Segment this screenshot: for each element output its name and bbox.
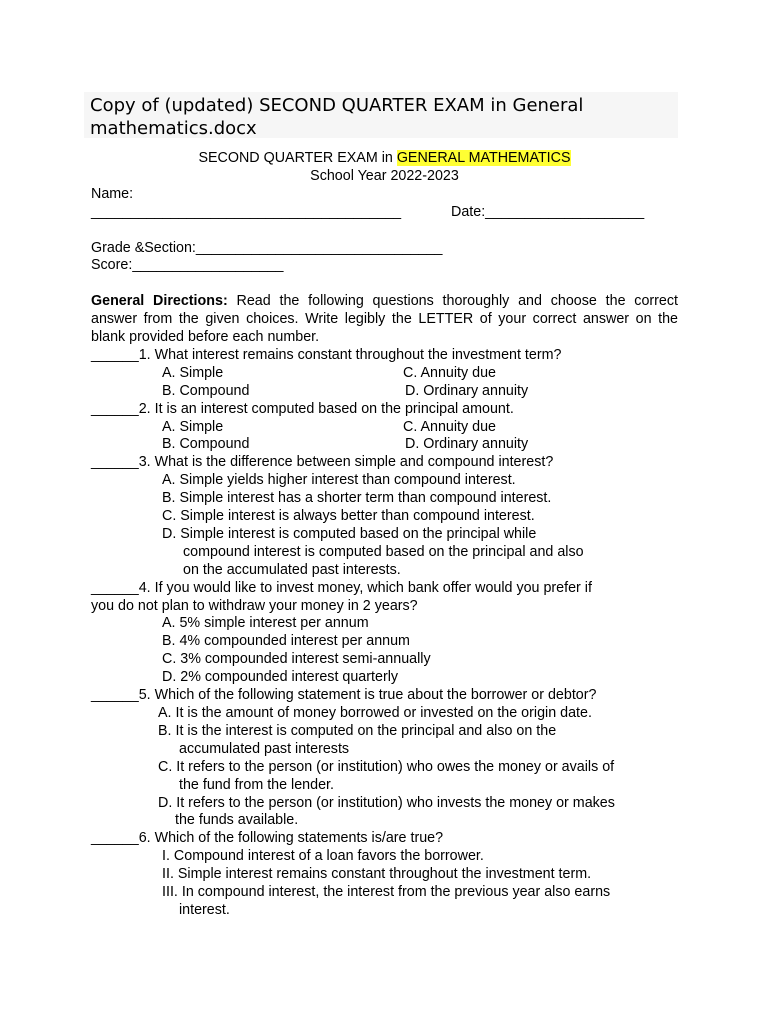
q5-option-c: C. It refers to the person (or institution) who owes the money or avails of [158,758,615,775]
q1-option-d: D. Ordinary annuity [405,382,529,399]
q2-option-b: B. Compound [162,436,250,453]
document-title-bar [84,92,678,138]
q1-option-c: C. Annuity due [403,364,496,381]
question-1-stem: ______1. What interest remains constant throughout the investment term? [91,346,562,363]
q2-option-d: D. Ordinary annuity [405,436,529,453]
q5-option-b: B. It is the interest is computed on the principal and also on the [158,722,557,739]
q6-statement-iii-cont: interest. [179,901,230,918]
q3-option-d: D. Simple interest is computed based on the principal while [162,525,537,542]
q4-option-b: B. 4% compounded interest per annum [162,633,410,650]
q5-option-a: A. It is the amount of money borrowed or invested on the origin date. [158,704,592,721]
q3-option-d-cont-1: compound interest is computed based on the principal and also [183,543,584,560]
question-5-stem: ______5. Which of the following statement is true about the borrower or debtor? [91,687,597,704]
q6-statement-ii: II. Simple interest remains constant throughout the investment term. [162,866,592,883]
q6-statement-iii: III. In compound interest, the interest from the previous year also earns [162,884,611,901]
school-year: School Year 2022-2023 [310,167,459,184]
question-4-stem: ______4. If you would like to invest money, which bank offer would you prefer if [91,579,592,596]
date-field: Date:____________________ [451,203,645,220]
q3-option-b: B. Simple interest has a shorter term than compound interest. [162,490,552,507]
question-2-row-1 [91,419,678,437]
document-title: Copy of (updated) SECOND QUARTER EXAM in General mathematics.docx [90,95,584,139]
q1-option-a: A. Simple [162,364,224,381]
name-date-row [91,204,678,222]
exam-title-prefix: SECOND QUARTER EXAM in [198,150,397,166]
question-2-row-2 [91,436,678,454]
question-4-stem-cont: you do not plan to withdraw your money in 2 years? [91,597,418,614]
q3-option-c: C. Simple interest is always better than compound interest. [162,508,535,525]
q4-option-d: D. 2% compounded interest quarterly [162,669,399,686]
directions-label: General Directions: [91,293,228,310]
exam-subject-highlight: GENERAL MATHEMATICS [396,150,571,166]
q3-option-d-cont-2: on the accumulated past interests. [183,561,401,578]
score-field: Score:___________________ [91,257,284,274]
question-1-row-1 [91,365,678,383]
q5-option-b-cont: accumulated past interests [179,740,350,757]
q6-statement-i: I. Compound interest of a loan favors the borrower. [162,848,484,865]
directions-text: Read the following questions thoroughly and choose the correct answer from the given choices. Write legibly the LETTER of your correct answer on the blank provided before each number. [91,293,678,346]
general-directions [91,293,678,347]
grade-section-field: Grade &Section:_______________________________ [91,239,443,256]
q5-option-d-cont: the funds available. [175,812,299,829]
q1-option-b: B. Compound [162,382,250,399]
question-1-row-2 [91,383,678,401]
exam-heading [91,150,678,168]
q2-option-a: A. Simple [162,418,224,435]
q4-option-a: A. 5% simple interest per annum [162,615,369,632]
document-page [91,150,678,920]
q4-option-c: C. 3% compounded interest semi-annually [162,651,431,668]
name-label: Name: [91,185,134,202]
q5-option-d: D. It refers to the person (or institution) who invests the money or makes [158,794,615,811]
question-6-stem: ______6. Which of the following statements is/are true? [91,830,444,847]
q2-option-c: C. Annuity due [403,418,496,435]
name-line: _______________________________________ [91,203,402,220]
q5-option-c-cont: the fund from the lender. [179,776,334,793]
q3-option-a: A. Simple yields higher interest than compound interest. [162,472,516,489]
question-3-stem: ______3. What is the difference between simple and compound interest? [91,454,554,471]
question-2-stem: ______2. It is an interest computed based on the principal amount. [91,400,514,417]
